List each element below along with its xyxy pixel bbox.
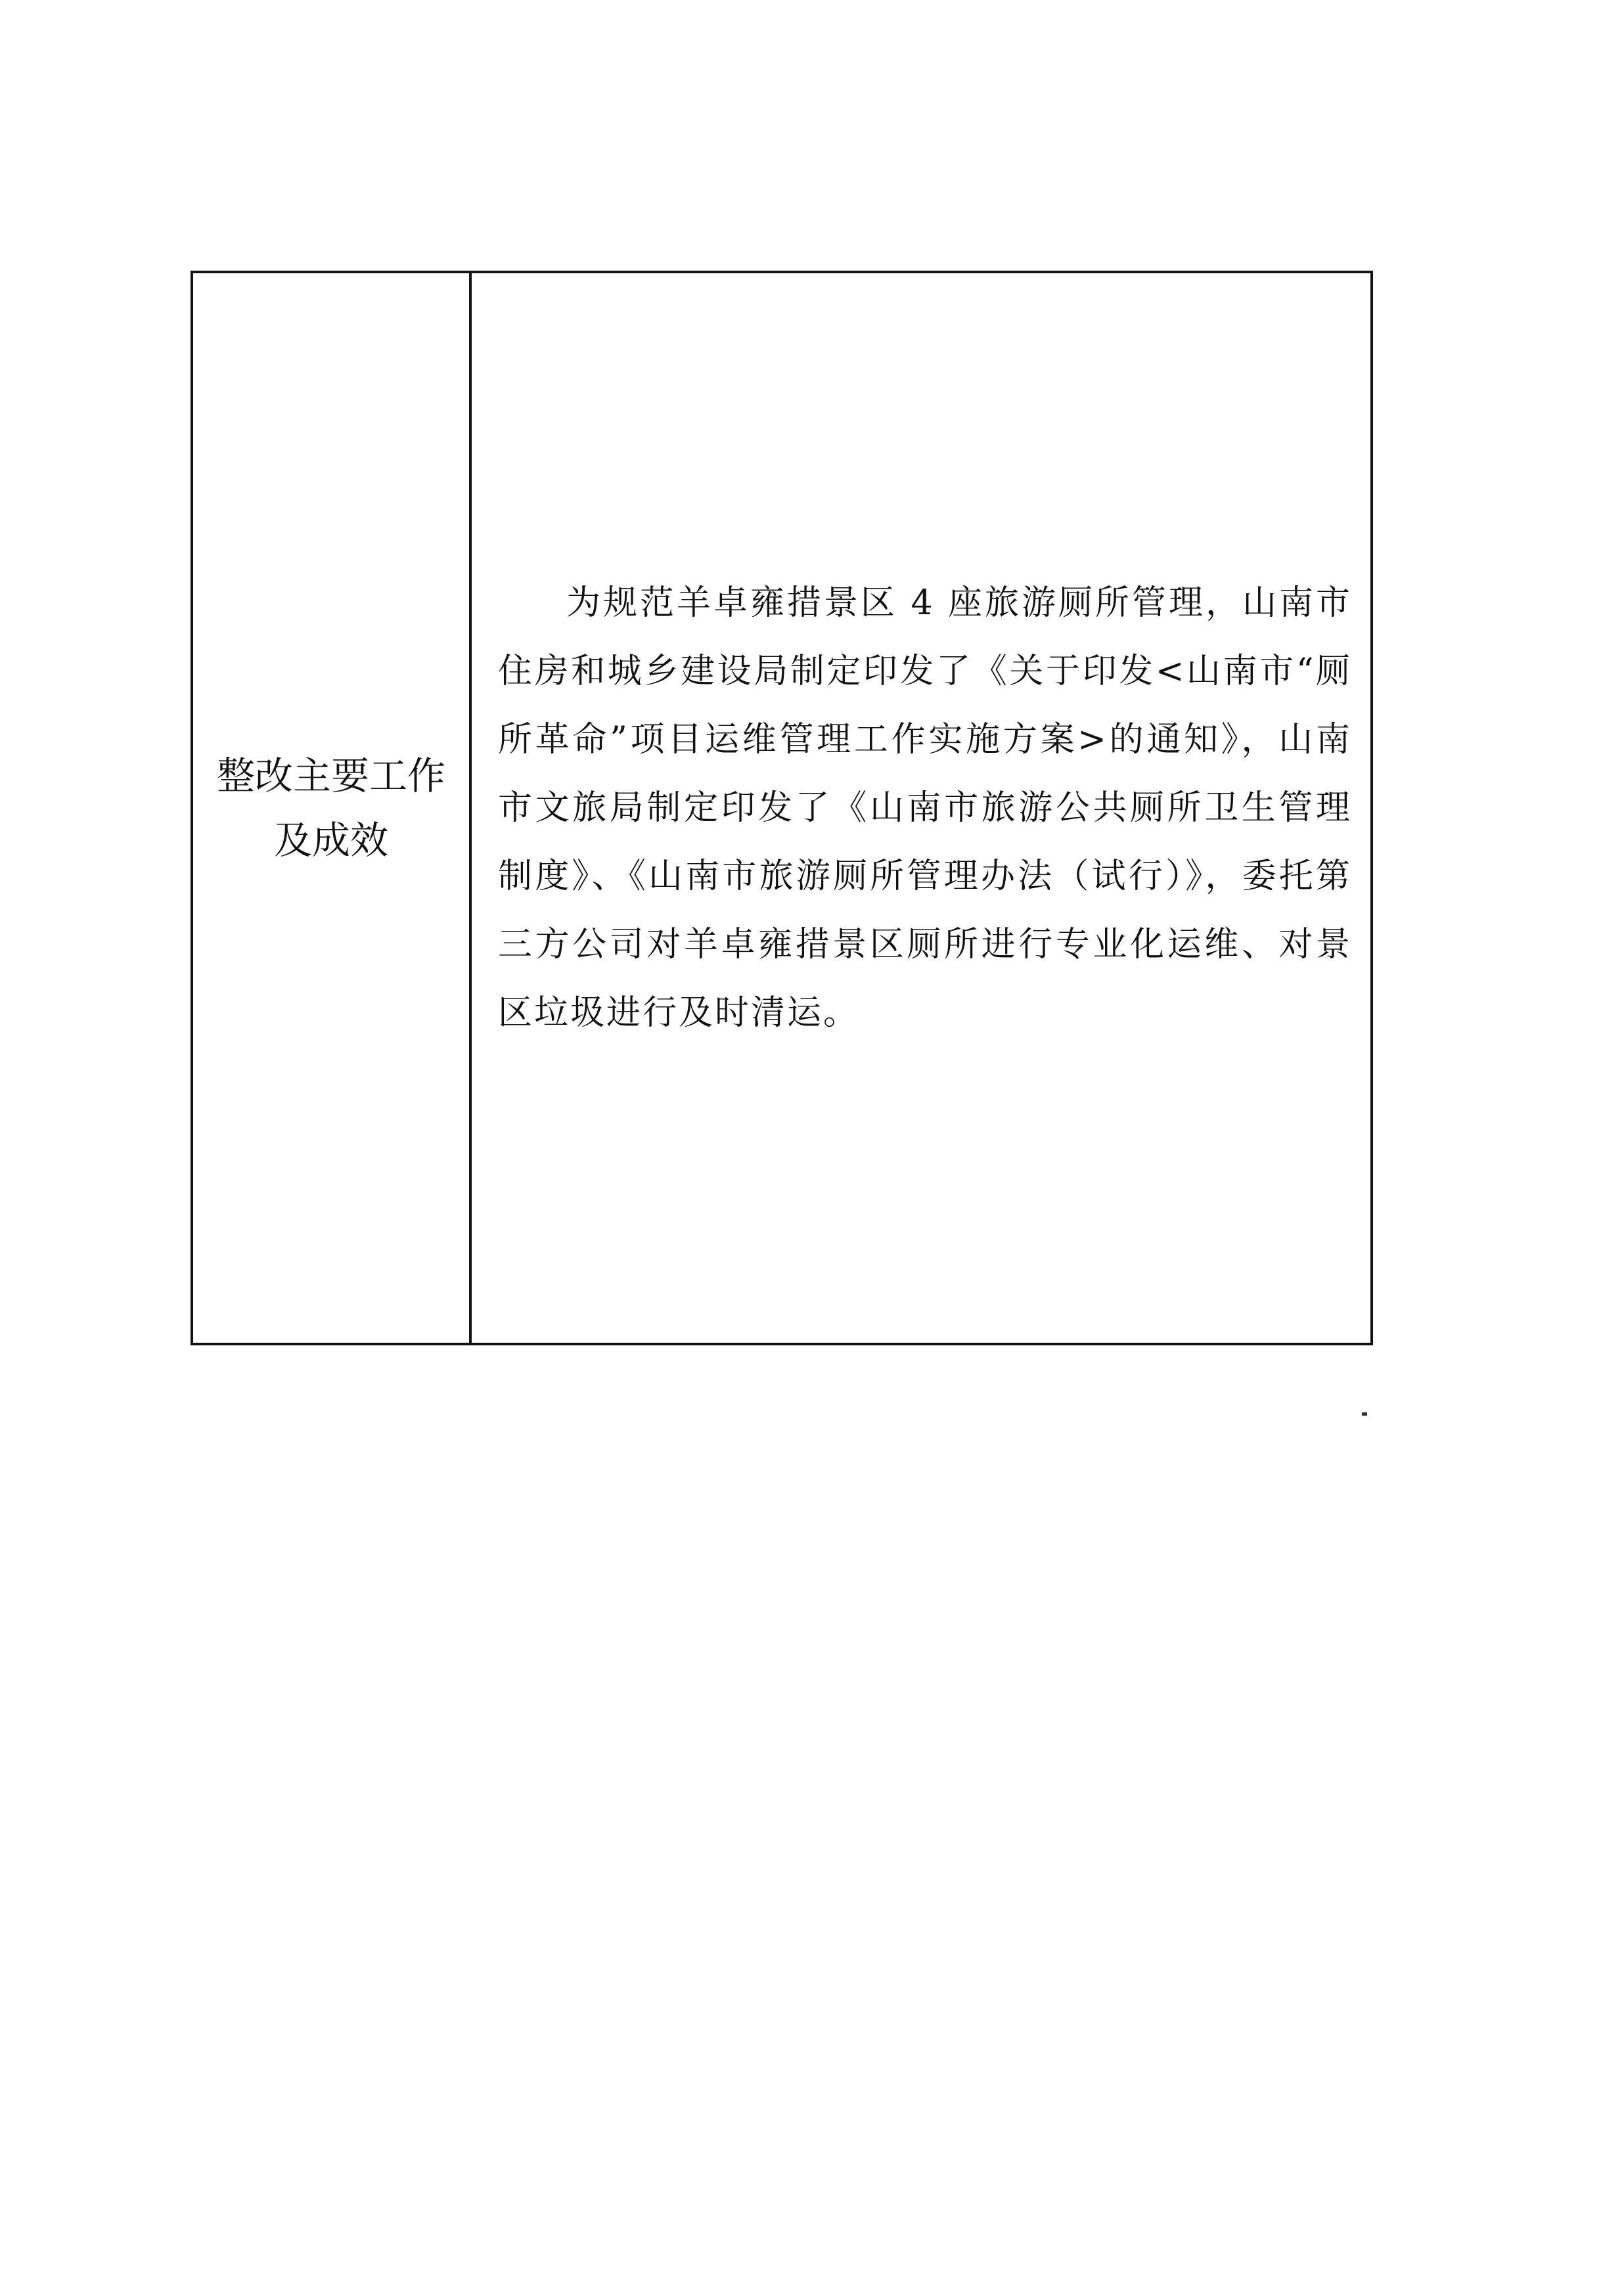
rectification-content: 为规范羊卓雍措景区 4 座旅游厕所管理，山南市住房和城乡建设局制定印发了《关于印发<山南市“厕所革命”项目运维管理工作实施方案>的通知》，山南市文旅局制定印发了《山南市旅游公共厕所卫生管理制度》、《山南市旅游厕所管理办法（试行）》，委托第三方公司对羊卓雍措景区厕所进行专业化运维、对景区垃圾进行及时清运。 <box>498 583 1352 1033</box>
rectification-table <box>191 271 1373 1345</box>
row-label <box>213 744 449 872</box>
scan-speck <box>1362 1412 1367 1416</box>
row-label-line-2: 及成效 <box>273 818 388 863</box>
row-label-line-1: 整改主要工作 <box>216 753 445 798</box>
label-cell <box>193 273 472 1343</box>
content-cell <box>472 273 1370 1343</box>
